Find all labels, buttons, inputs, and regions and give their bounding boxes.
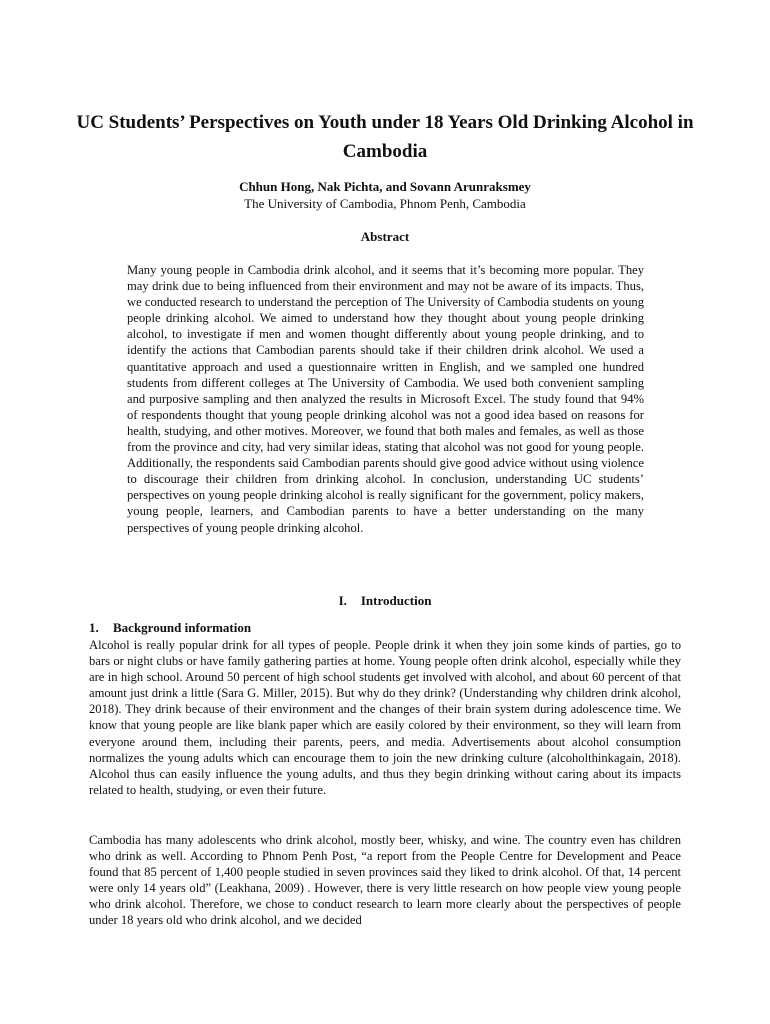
body-paragraph-1: Alcohol is really popular drink for all types of people. People drink it when they join some kinds of parties, go to bars or night clubs or have family gathering parties at home. Young people often drink alcohol, especially while they are in high school. Around 50 percent of high school students get involved with alcohol, and about 60 percent of that amount just drink a little (Sara G. Miller, 2015). But why do they drink? (Understanding why children drink alcohol, 2018). They drink because of their environment and the changes of their brain system during adolescence time. We know that young people are like blank paper which are easily colored by their environment, so they will learn from everyone around them, including their parents, peers, and media. Advertisements about alcohol consumption normalizes the young adults which can encourage them to join the new drinking culture (alcoholthinkagain, 2018). Alcohol thus can easily influence the young adults, and thus they begin drinking without caring about its impacts related to health, studying, or even their future.: [89, 638, 681, 797]
section-heading-introduction: [60, 593, 710, 609]
abstract-text: Many young people in Cambodia drink alcohol, and it seems that it’s becoming more popular. They may drink due to being influenced from their environment and may not be aware of its impacts. Thus, we conducted research to understand the perception of The University of Cambodia students on young people drinking alcohol. We aimed to understand how they thought about young people drinking alcohol, to investigate if men and women thought differently about young people drinking, and to identify the actions that Cambodian parents should take if their children drink alcohol. We used a quantitative approach and used a questionnaire written in English, and we sampled one hundred students from different colleges at The University of Cambodia. We used both convenient sampling and purposive sampling and then analyzed the results in Microsoft Excel. The study found that 94% of respondents thought that young people drinking alcohol was not a good idea based on reasons for health, studying, and other motives. Moreover, we found that both males and females, as well as those from the province and city, had very similar ideas, stating that alcohol was not good for young people. Additionally, the respondents said Cambodian parents should give good advice without using violence to discourage their children from drinking alcohol. In conclusion, understanding UC students’ perspectives on young people drinking alcohol is really significant for the government, policy makers, young people, learners, and Cambodian parents to have a better understanding on the many perspectives of young people drinking alcohol.: [127, 263, 644, 535]
section-title: Introduction: [360, 593, 432, 608]
paper-title: UC Students’ Perspectives on Youth under 18 Years Old Drinking Alcohol in Cambodia: [76, 112, 694, 162]
section-number: I.: [338, 593, 347, 608]
author-list: Chhun Hong, Nak Pichta, and Sovann Arunraksmey: [239, 179, 531, 194]
author-affiliation: The University of Cambodia, Phnom Penh, Cambodia: [244, 196, 526, 211]
body-paragraph-2: Cambodia has many adolescents who drink alcohol, mostly beer, whisky, and wine. The country even has children who drink as well. According to Phnom Penh Post, “a report from the People Centre for Development and Peace found that 85 percent of 1,400 people studied in seven provinces said they liked to drink alcohol. Of that, 14 percent were only 14 years old” (Leakhana, 2009) . However, there is very little research on how people view young people who drink alcohol. Therefore, we chose to conduct research to learn more clearly about the perspectives of people under 18 years old who drink alcohol, and we decided: [89, 833, 681, 928]
subsection-number: 1.: [89, 620, 99, 635]
subsection-heading-background: [89, 620, 489, 636]
abstract-heading: Abstract: [360, 229, 410, 244]
subsection-title: Background information: [113, 620, 252, 635]
